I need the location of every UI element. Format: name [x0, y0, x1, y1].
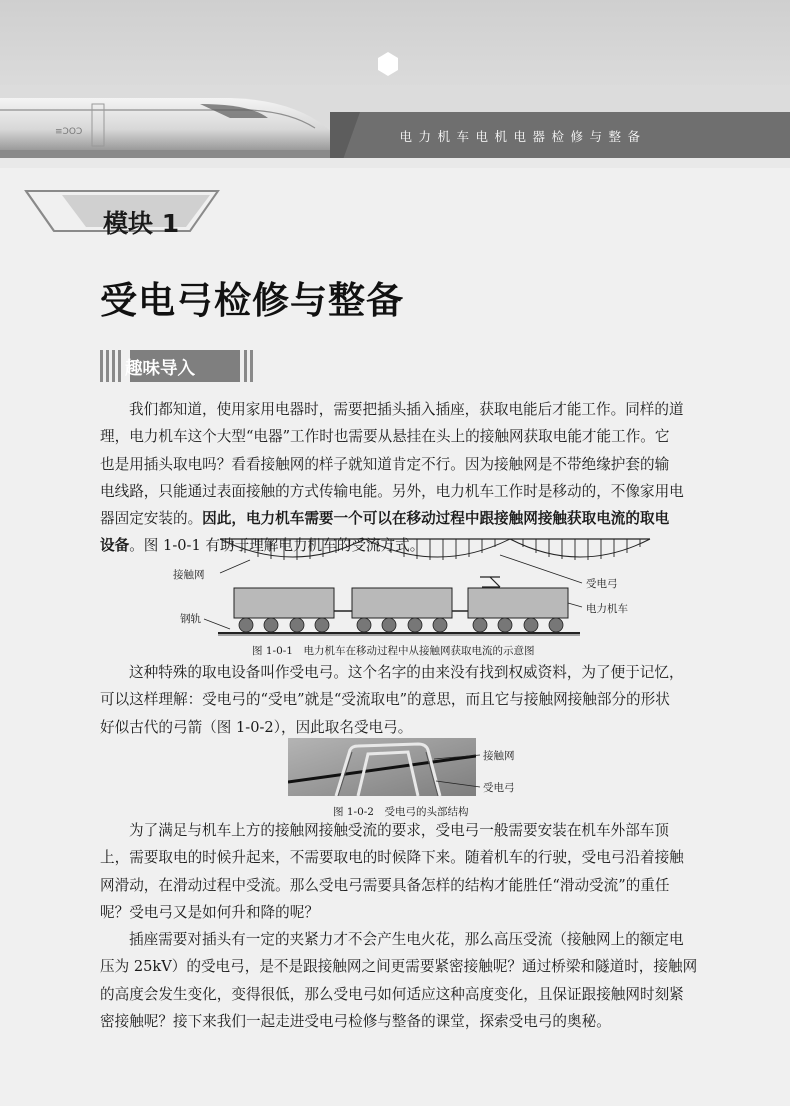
text-line: 理，电力机车这个大型“电器”工作时也需要从悬挂在头上的接触网获取电能才能工作。它 — [100, 428, 670, 446]
figure-1-label-rail: 钢轨 — [180, 613, 201, 625]
text-line: 呢？受电弓又是如何升和降的呢？ — [100, 903, 319, 921]
section-stripe — [100, 350, 103, 382]
figure-1-label-locomotive: 电力机车 — [586, 603, 628, 615]
section-stripe — [106, 350, 109, 382]
text-line: 为了满足与机车上方的接触网接触受流的要求，受电弓一般需要安装在机车外部车顶 — [129, 822, 669, 839]
bold-text: 因此，电力机车需要一个可以在移动过程中跟接触网接触获取电流的取电 — [202, 510, 670, 528]
figure-2-label-pantograph: 受电弓 — [483, 782, 515, 794]
figure-1-caption: 图 1-0-1 电力机车在移动过程中从接触网获取电流的示意图 — [252, 645, 535, 657]
section-stripe — [250, 350, 253, 382]
figure-1-label-catenary: 接触网 — [173, 569, 205, 581]
paragraph-2 — [100, 659, 690, 741]
paragraph-4 — [100, 926, 698, 1035]
book-title: 电力机车电机电器检修与整备 — [399, 129, 647, 144]
section-stripe — [244, 350, 247, 382]
text-line: 我们都知道，使用家用电器时，需要把插头插入插座，获取电能后才能工作。同样的道 — [129, 401, 684, 418]
figure-2-caption: 图 1-0-2 受电弓的头部结构 — [333, 806, 469, 818]
figure-2-leader-lines — [430, 745, 490, 795]
chapter-title: 受电弓检修与整备 — [100, 279, 404, 322]
text-line — [100, 505, 690, 532]
text-line: 插座需要对插头有一定的夹紧力才不会产生电火花，那么高压受流（接触网上的额定电 — [129, 931, 684, 948]
section-label: 趣味导入 — [125, 359, 195, 379]
text-line: 压为 25kV）的受电弓，是不是跟接触网之间更需要紧密接触呢？通过桥梁和隧道时，接触网 — [100, 958, 698, 976]
text-line: 好似古代的弓箭（图 1-0-2），因此取名受电弓。 — [100, 718, 413, 736]
module-label: 模块 1 — [103, 209, 180, 238]
paragraph-3 — [100, 817, 690, 926]
text-line: 也是用插头取电吗？看看接触网的样子就知道肯定不行。因为接触网是不带绝缘护套的输 — [100, 455, 670, 473]
bold-text: 设备 — [100, 537, 130, 555]
text-span: 器固定安装的。 — [100, 510, 203, 528]
svg-text:≡ƆOƆ: ≡ƆOƆ — [55, 127, 83, 137]
text-line: 电线路，只能通过表面接触的方式传输电能。另外，电力机车工作时是移动的，不像家用电 — [100, 482, 684, 500]
text-line: 可以这样理解：受电弓的“受电”就是“受流取电”的意思，而且它与接触网接触部分的形状 — [100, 691, 670, 709]
text-line: 这种特殊的取电设备叫作受电弓。这个名字的由来没有找到权威资料，为了便于记忆， — [129, 664, 684, 681]
text-line: 上，需要取电的时候升起来，不需要取电的时候降下来。随着机车的行驶，受电弓沿着接触 — [100, 849, 684, 867]
text-span: 。图 1-0-1 有助于理解电力机车的受流方式。 — [129, 537, 425, 555]
section-stripe — [118, 350, 121, 382]
figure-2-label-catenary: 接触网 — [483, 750, 515, 762]
section-stripe — [112, 350, 115, 382]
text-line: 网滑动，在滑动过程中受流。那么受电弓需要具备怎样的结构才能胜任“滑动受流”的重任 — [100, 876, 670, 894]
text-line: 的高度会发生变化，变得很低，那么受电弓如何适应这种高度变化，且保证跟接触网时刻紧 — [100, 985, 684, 1003]
figure-1-label-pantograph: 受电弓 — [586, 578, 618, 590]
text-line: 密接触呢？接下来我们一起走进受电弓检修与整备的课堂，探索受电弓的奥秘。 — [100, 1012, 611, 1030]
